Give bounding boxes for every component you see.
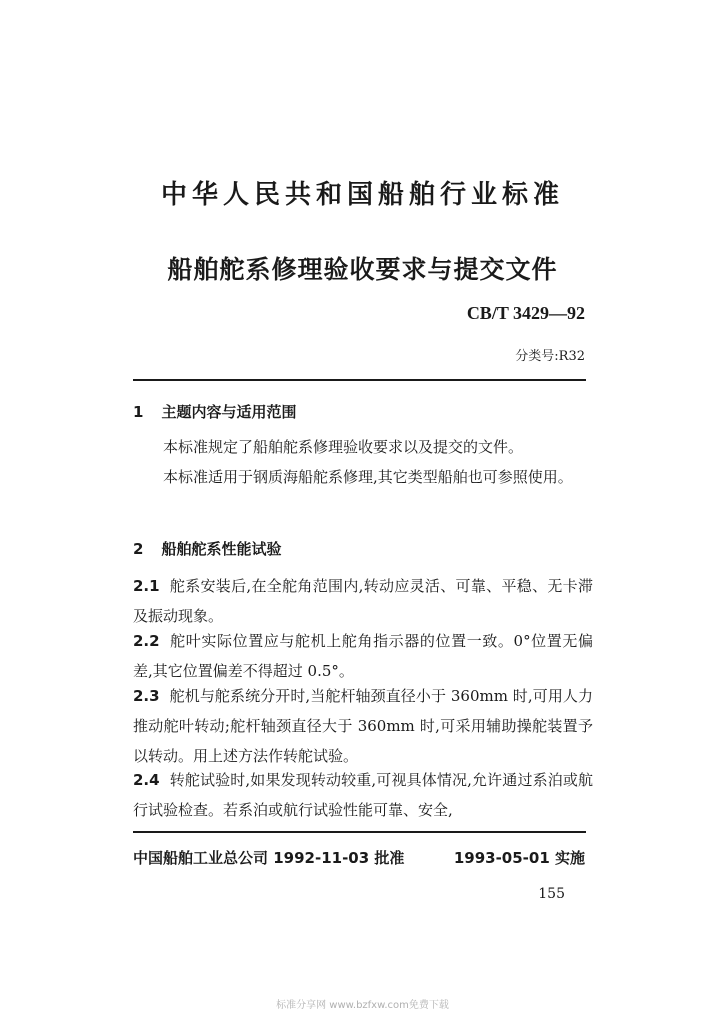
page-number: 155	[538, 886, 565, 902]
section-2-heading	[133, 538, 281, 559]
classification-code: 分类号:R32	[515, 349, 585, 364]
document-title: 船舶舵系修理验收要求与提交文件	[167, 255, 558, 284]
clause-text: 舵系安装后,在全舵角范围内,转动应灵活、可靠、平稳、无卡滞及振动现象。	[133, 577, 593, 625]
clause-number: 2.4	[133, 771, 160, 789]
clause-2-2	[133, 626, 593, 686]
section-1-number: 1	[133, 403, 144, 421]
clause-2-1	[133, 571, 593, 631]
watermark: 标准分享网 www.bzfxw.com免费下载	[276, 1000, 449, 1011]
standard-body-heading: 中华人民共和国船舶行业标准	[160, 180, 564, 210]
section-1-paragraph-1: 本标准规定了船舶舵系修理验收要求以及提交的文件。	[163, 438, 524, 456]
clause-number: 2.2	[133, 632, 160, 650]
bottom-divider	[133, 831, 586, 833]
clause-text: 舵机与舵系统分开时,当舵杆轴颈直径小于 360mm 时,可用人力推动舵叶转动;舵杆轴颈直径大于 360mm 时,可采用辅助操舵装置予以转动。用上述方法作转舵试验。	[133, 687, 593, 765]
clause-text: 转舵试验时,如果发现转动较重,可视具体情况,允许通过系泊或航行试验检查。若系泊或航行试验性能可靠、安全,	[133, 771, 593, 819]
clause-2-4	[133, 765, 593, 825]
standard-code: CB/T 3429—92	[466, 303, 585, 323]
section-1-paragraph-2: 本标准适用于钢质海船舵系修理,其它类型船舶也可参照使用。	[163, 468, 573, 486]
section-1-heading	[133, 401, 296, 422]
approval-line: 中国船舶工业总公司 1992-11-03 批准	[133, 849, 405, 867]
clause-text: 舵叶实际位置应与舵机上舵角指示器的位置一致。0°位置无偏差,其它位置偏差不得超过 0.5°。	[133, 632, 593, 680]
implementation-date: 1993-05-01 实施	[453, 849, 585, 867]
top-divider	[133, 379, 586, 381]
clause-2-3	[133, 681, 593, 771]
section-1-title: 主题内容与适用范围	[161, 403, 297, 421]
clause-number: 2.3	[133, 687, 160, 705]
section-2-number: 2	[133, 540, 144, 558]
section-2-title: 船舶舵系性能试验	[161, 540, 282, 558]
clause-number: 2.1	[133, 577, 160, 595]
